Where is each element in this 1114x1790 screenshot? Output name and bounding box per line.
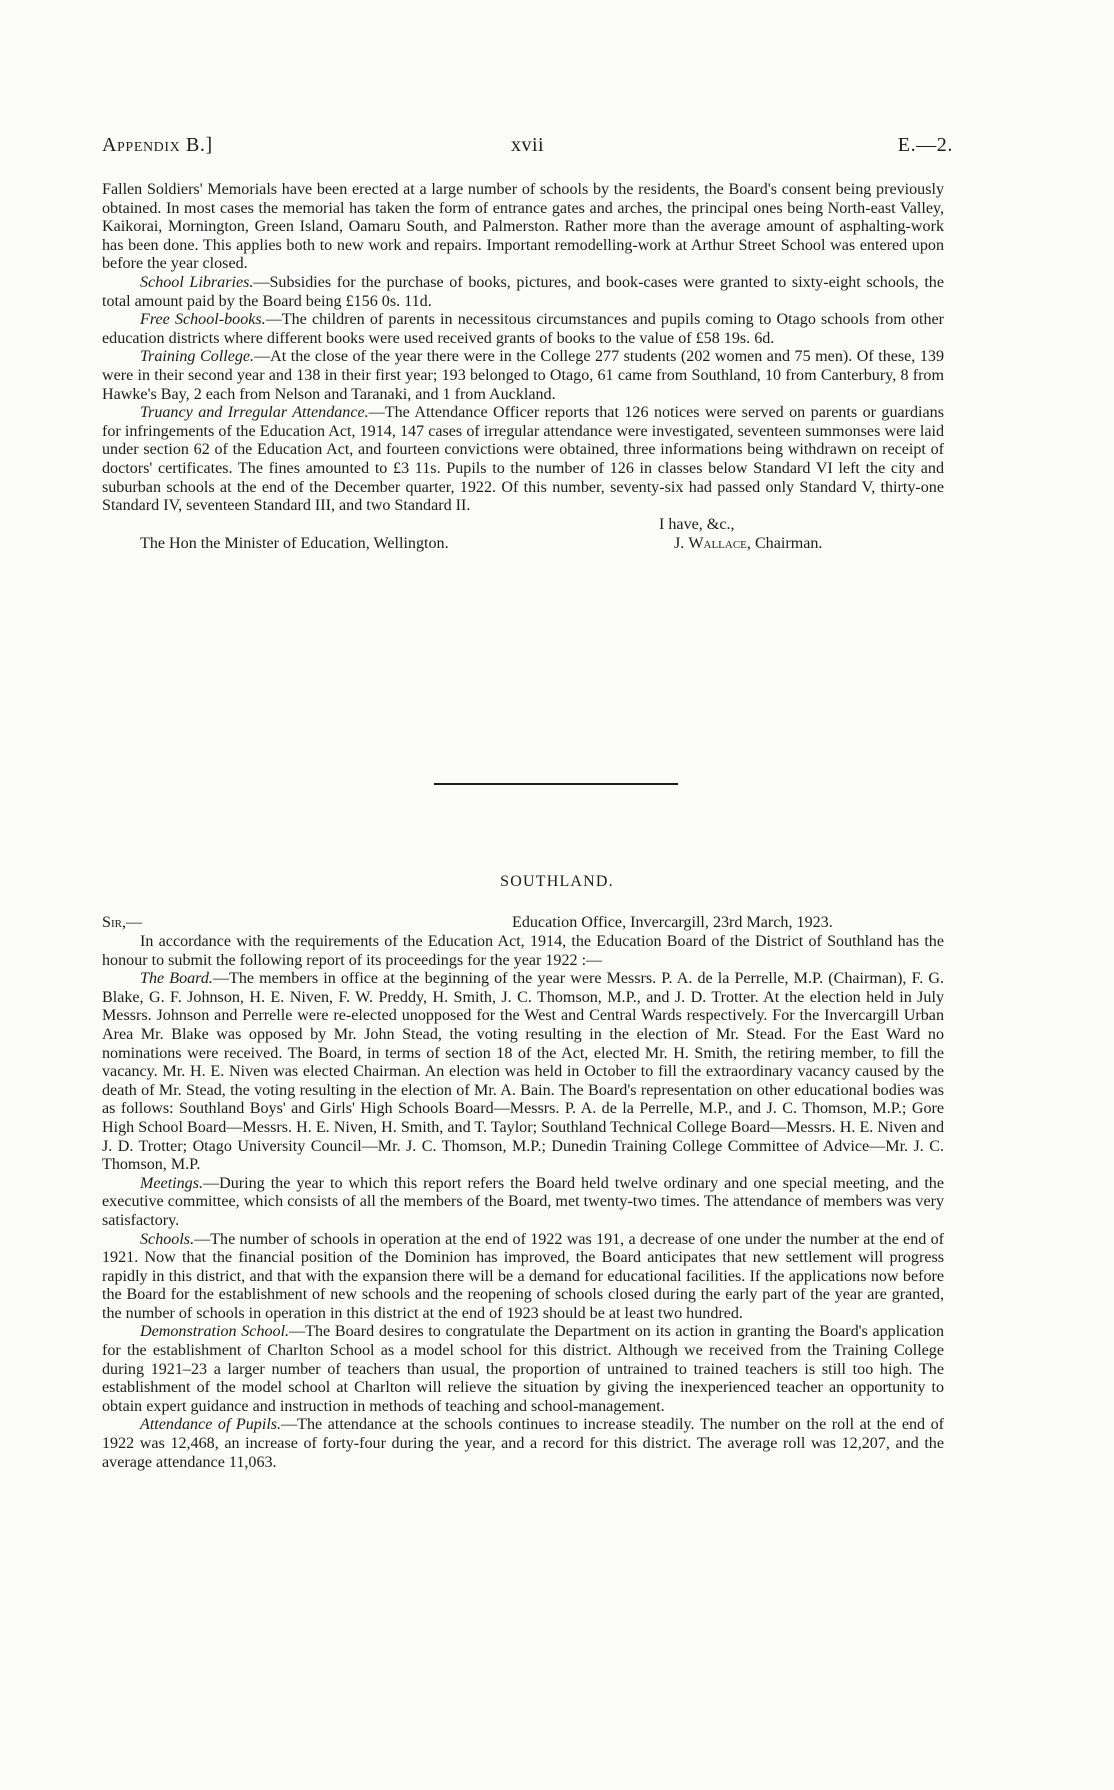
paragraph-training-college [102,348,944,404]
addressee: The Hon the Minister of Education, Wellington. [140,534,449,552]
heading-schools: Schools. [140,1230,195,1248]
salutation-line [102,914,944,933]
text-school-libraries: —Subsidies for the purchase of books, pictures, and book-cases were granted to sixty-eight schools, the total amount paid by the Board being £156 0s. 11d. [102,273,944,310]
southland-report [102,914,944,1472]
header-page-number: xvii [510,134,545,156]
salutation: Sir,— [102,914,143,931]
paragraph-memorials: Fallen Soldiers' Memorials have been erected at a large number of schools by the residents, the Board's consent being previously obtained. In most cases the memorial has taken the form of entrance gates and arches, the principal ones being North-east Valley, Kaikorai, Mornington, Green Island, Oamaru South, and Palmerston. Rather more than the average amount of asphalting-work has been done. This applies both to new work and repairs. Important remodelling-work at Arthur Street School was entered upon before the year closed. [102,181,944,273]
heading-the-board: The Board. [140,970,213,988]
signatory-role: , Chairman. [746,534,823,552]
header-paper-code: E.—2. [897,134,953,156]
signature-line [102,535,944,554]
heading-truancy: Truancy and Irregular Attendance. [140,404,369,422]
heading-attendance: Attendance of Pupils. [140,1416,282,1434]
paragraph-free-school-books [102,311,944,348]
text-the-board: —The members in office at the beginning of the year were Messrs. P. A. de la Perrelle, M.P. (Chairman), F. G. Blake, G. F. Johnson, H. E. Niven, F. W. Preddy, H. Smith, J. C. Thomson, M.P., and J. D. Trotter. At the election held in July Messrs. Johnson and Perrelle were re-elected unopposed for the West and Central Wards respectively. For the Invercargill Urban Area Mr. Blake was opposed by Mr. John Stead, the voting resulting in the election of Mr. Stead. For the East Ward no nominations were received. The Board, in terms of section 18 of the Act, elected Mr. H. Smith, the retiring member, to fill the vacancy. Mr. H. E. Niven was elected Chairman. An election was held in October to fill the extraordinary vacancy caused by the death of Mr. Stead, the voting resulting in the election of Mr. A. Bain. The Board's representation on other educational bodies was as follows: Southland Boys' and Girls' High Schools Board—Messrs. P. A. de la Perrelle, M.P., and J. C. Thomson, M.P.; Gore High School Board—Messrs. H. E. Niven, H. Smith, and T. Taylor; Southland Technical College Board—Messrs. H. E. Niven and J. D. Trotter; Otago University Council—Mr. J. C. Thomson, M.P.; Dunedin Training College Committee of Advice—Mr. J. C. Thomson, M.P. [102,970,944,1174]
paragraph-intro: In accordance with the requirements of the Education Act, 1914, the Education Board of the District of Southland has the honour to submit the following report of its proceedings for the year 1922 :— [102,933,944,969]
closing-line [102,516,944,535]
paragraph-demonstration-school [102,1323,944,1416]
paragraph-truancy [102,404,944,516]
paragraph-schools [102,1231,944,1324]
otago-report-continuation [102,181,944,554]
paragraph-school-libraries [102,274,944,311]
text-free-school-books: —The children of parents in necessitous circumstances and pupils coming to Otago schools from other education districts where different books were used received grants of books to the value of £58 19s. 6d. [102,311,944,347]
paragraph-meetings [102,1175,944,1231]
header-appendix: Appendix B.] [102,134,213,156]
text-truancy: —The Attendance Officer reports that 126 notices were served on parents or guardians for infringements of the Education Act, 1914, 147 cases of irregular attendance were investigated, seventeen summonses were laid under section 62 of the Education Act, and fourteen convictions were obtained, three informations being withdrawn on receipt of doctors' certificates. The fines amounted to £3 11s. Pupils to the number of 126 in classes below Standard VI left the city and suburban schools at the end of the December quarter, 1922. Of this number, seventy-six had passed only Standard V, thirty-one Standard IV, seventeen Standard III, and two Standard II. [102,404,944,515]
heading-school-libraries: School Libraries. [140,273,254,291]
paragraph-the-board [102,970,944,1175]
text-training-college: —At the close of the year there were in the College 277 students (202 women and 75 men). Of these, 139 were in their second year and 138 in their first year; 193 belonged to Otago, 61 came from Southland, 10 from Canterbury, 8 from Hawke's Bay, 2 each from Nelson and Taranaki, and 1 from Auckland. [102,348,944,403]
heading-free-school-books: Free School-books. [140,311,266,329]
section-title-southland: SOUTHLAND. [500,873,614,890]
heading-meetings: Meetings. [140,1174,204,1192]
text-meetings: —During the year to which this report refers the Board held twelve ordinary and one special meeting, and the executive committee, which consists of all the members of the Board, met twenty-two times. The attendance of members was very satisfactory. [102,1174,944,1229]
text-attendance: —The attendance at the schools continues to increase steadily. The number on the roll at the end of 1922 was 12,468, an increase of forty-four during the year, and a record for this district. The average roll was 12,207, and the average attendance 11,063. [102,1416,945,1471]
dateline: Education Office, Invercargill, 23rd March, 1923. [512,914,833,931]
page-header [102,132,953,158]
paragraph-attendance [102,1416,944,1472]
text-schools: —The number of schools in operation at the end of 1922 was 191, a decrease of one under the number at the end of 1921. Now that the financial position of the Dominion has improved, the Board anticipates that new settlement will progress rapidly in this district, and that with the expansion there will be a demand for educational facilities. If the applications now before the Board for the establishment of new schools and the reopening of schools closed during the early part of the year are granted, the number of schools in operation in this district at the end of 1923 should be at least two hundred. [102,1230,944,1322]
text-demonstration-school: —The Board desires to congratulate the Department on its action in granting the Board's application for the establishment of Charlton School as a model school for this district. Although we received from the Training College during 1921–23 a larger number of teachers than usual, the proportion of untrained to trained teachers is still too high. The establishment of the model school at Charlton will relieve the situation by giving the inexperienced teacher an opportunity to obtain expert guidance and instruction in methods of teaching and school-management. [102,1323,944,1415]
signatory-name: Wallace [688,534,747,552]
section-divider [434,783,678,785]
closing-text: I have, &c., [659,515,735,533]
heading-demonstration-school: Demonstration School. [140,1323,290,1341]
signatory-initial: J. [674,534,689,552]
heading-training-college: Training College. [140,348,255,366]
signatory [674,535,822,554]
